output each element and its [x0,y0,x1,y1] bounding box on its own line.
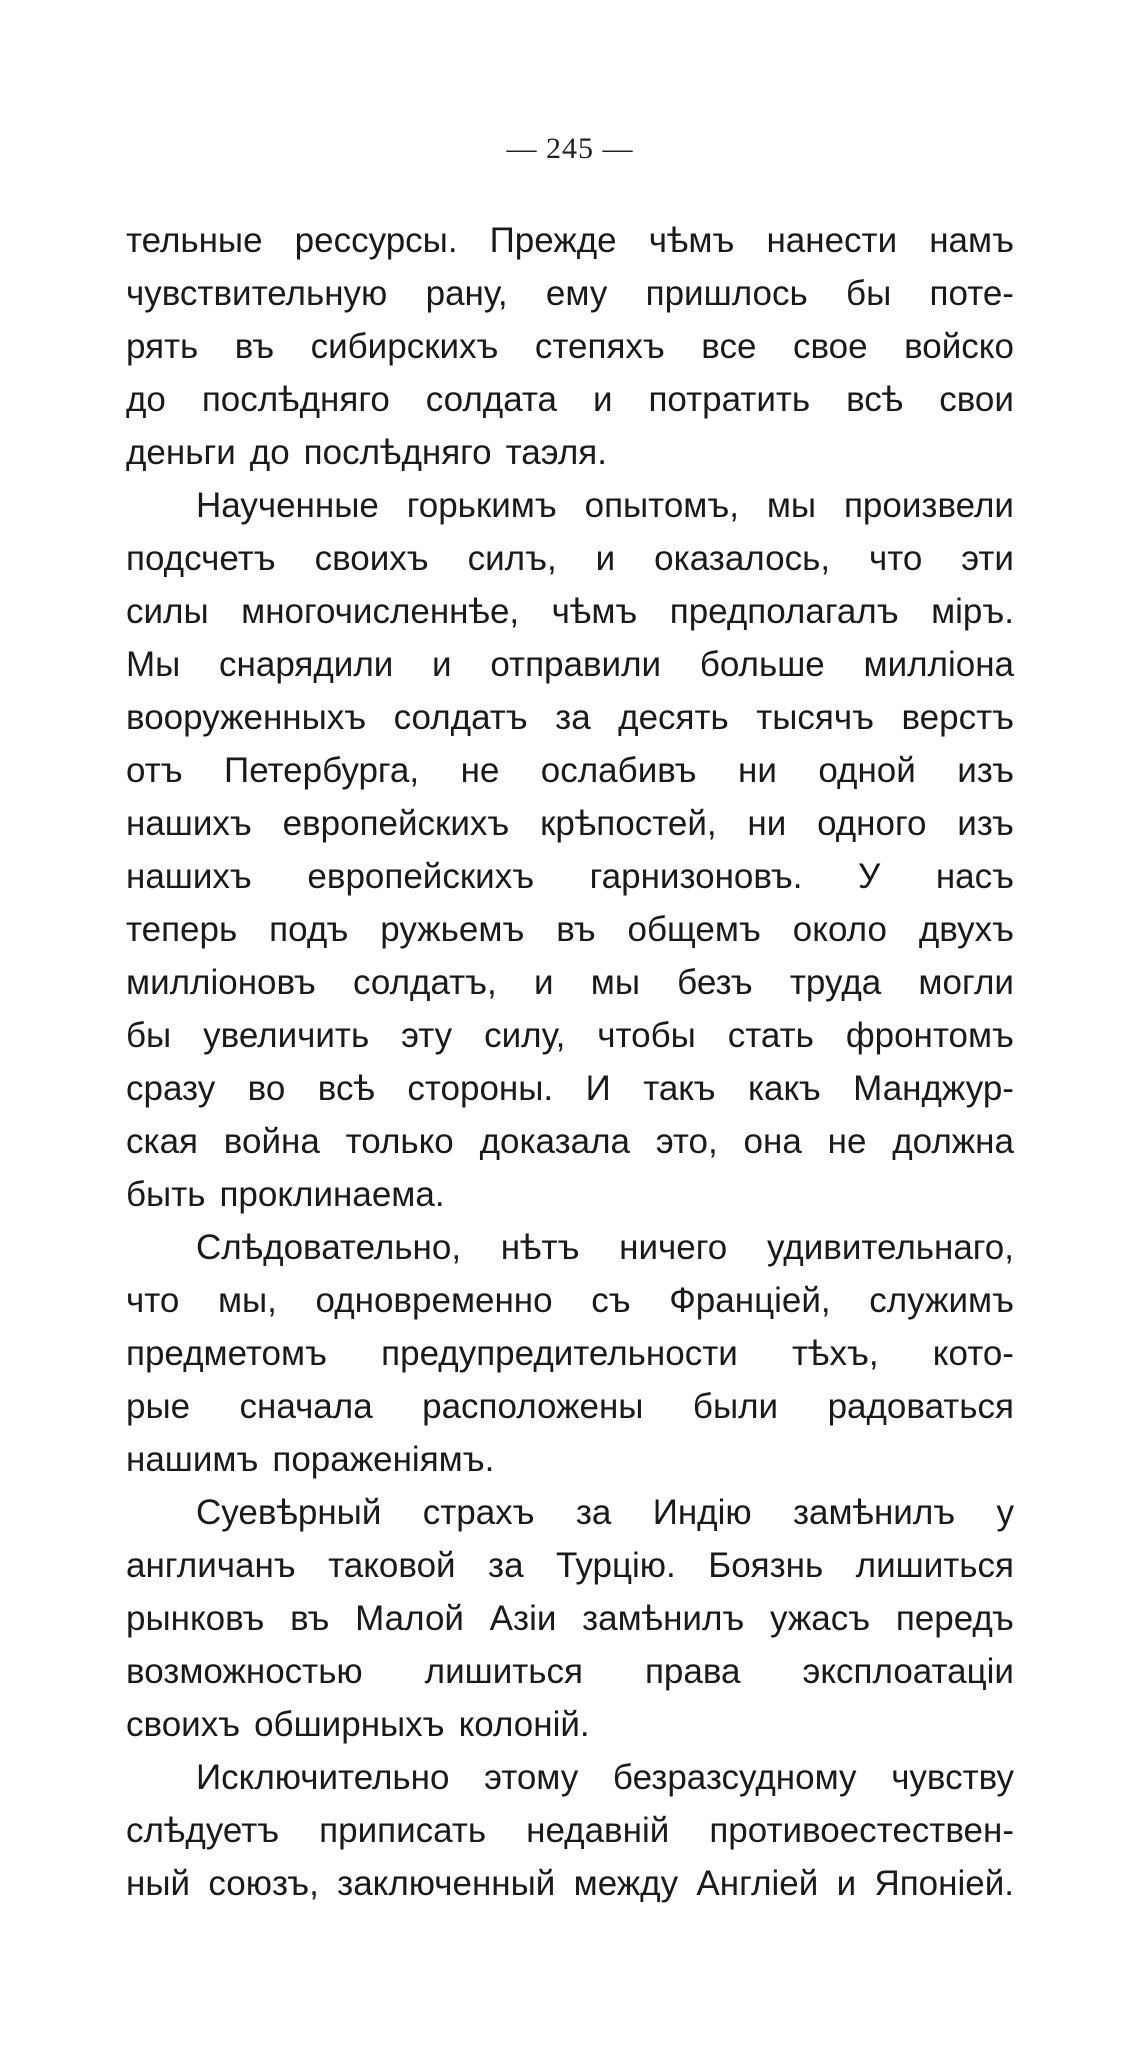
word: поте- [929,274,1014,313]
word: все [701,327,757,366]
word: были [692,1387,779,1426]
paragraph [126,1221,1014,1486]
word: ни [738,751,777,790]
word: рану, [425,274,508,313]
word: Англіей [696,1864,819,1903]
word: безразсудному [612,1758,857,1797]
word: доказала [479,1122,631,1161]
word: слѣдуетъ [126,1811,280,1850]
word: вооруженныхъ [126,698,367,737]
word: солдата [425,380,557,419]
word: снарядили [219,645,394,684]
word: отъ [126,751,183,790]
text-line [126,585,1014,638]
word: не [460,751,500,790]
word: Японіей. [874,1864,1014,1903]
text-line [126,638,1014,691]
word: и [836,1864,857,1903]
word: страхъ [422,1493,535,1532]
word: фронтомъ [845,1016,1014,1055]
word: во [247,1069,286,1108]
word: войско [904,327,1014,366]
word: кото- [932,1334,1014,1373]
word: за [575,1493,612,1532]
word: тысячъ [756,698,874,737]
word: труда [789,963,882,1002]
word: нашихъ [126,804,252,843]
word: стать [727,1016,814,1055]
text-line [126,1221,1014,1274]
word: Слѣдовательно, [196,1228,462,1267]
word: безъ [677,963,753,1002]
word: потратить [648,380,811,419]
text-line [126,532,1014,585]
word: Исключительно [196,1758,450,1797]
word: ный [126,1864,191,1903]
word: замѣнилъ [582,1599,745,1638]
word: быть [126,1175,206,1214]
word: сначала [239,1387,373,1426]
word: Мы [126,645,181,684]
word: ни [747,804,787,843]
word: лишиться [855,1546,1014,1585]
word: милліона [863,645,1014,684]
word: Индію [652,1493,752,1532]
word: бы [126,1016,172,1055]
text-line [126,797,1014,850]
word: у [996,1493,1014,1532]
word: предполагалъ [669,592,899,631]
word: передъ [895,1599,1014,1638]
word: одновременно [315,1281,553,1320]
word: всѣ [846,380,904,419]
word: Малой [355,1599,464,1638]
word: Азіи [489,1599,557,1638]
word: послѣдняго [201,380,390,419]
word: сибирскихъ [310,327,499,366]
word: сразу [126,1069,216,1108]
text-line [126,1857,1014,1910]
word: пришлось [645,274,808,313]
word: многочисленнѣе, [241,592,520,631]
text-line [126,373,1014,426]
word: рынковъ [126,1599,265,1638]
word: въ [556,910,596,949]
word: заключенный [337,1864,556,1903]
word: рессурсы. [294,221,458,260]
paragraph [126,479,1014,1221]
word: колоній. [458,1705,590,1744]
word: въ [234,327,275,366]
word: отправили [490,645,662,684]
word: радоваться [827,1387,1014,1426]
word: нашимъ [126,1440,259,1479]
word: Суевѣрный [196,1493,382,1532]
word: ужасъ [769,1599,871,1638]
word: общемъ [627,910,761,949]
text-line [126,1804,1014,1857]
word: недавній [526,1811,670,1850]
word: съ [591,1281,631,1320]
word: чѣмъ [648,221,735,260]
word: солдатъ [393,698,528,737]
word: служимъ [869,1281,1014,1320]
text-line [126,691,1014,744]
word: десять [618,698,729,737]
word: мы [766,486,817,525]
word: солдатъ, [353,963,497,1002]
word: деньги [126,433,236,472]
word: расположены [422,1387,644,1426]
text-line [126,1751,1014,1804]
word: нашихъ [126,857,252,896]
word: проклинаема. [219,1175,445,1214]
text-line [126,1115,1014,1168]
word: чувству [891,1758,1014,1797]
text-block [126,214,1014,1910]
text-line [126,1433,1014,1486]
word: силу, [484,1016,566,1055]
word: изъ [957,751,1014,790]
word: одной [818,751,916,790]
word: между [573,1864,679,1903]
word: не [827,1122,867,1161]
word: теперь [126,910,238,949]
text-line [126,1062,1014,1115]
word: рять [126,327,199,366]
word: свои [939,380,1014,419]
word: крѣпостей, [540,804,717,843]
word: стороны. [407,1069,554,1108]
word: и [595,539,616,578]
text-line [126,1592,1014,1645]
word: какъ [747,1069,821,1108]
word: ему [545,274,608,313]
word: она [743,1122,802,1161]
word: послѣдняго [303,433,492,472]
word: и [432,645,452,684]
paragraph [126,1751,1014,1910]
word: степяхъ [534,327,665,366]
word: мы, [217,1281,277,1320]
word: верстъ [901,698,1014,737]
word: европейскихъ [282,804,510,843]
word: чувствительную [126,274,388,313]
word: Наученные [196,486,379,525]
word: что [869,539,923,578]
word: таэля. [505,433,607,472]
text-line [126,214,1014,267]
word: милліоновъ [126,963,316,1002]
word: эту [401,1016,453,1055]
word: всѣ [317,1069,375,1108]
text-line [126,956,1014,1009]
word: за [488,1546,524,1585]
word: должна [892,1122,1014,1161]
word: такъ [643,1069,716,1108]
word: таковой [328,1546,456,1585]
word: У [858,857,881,896]
word: гарнизоновъ. [589,857,803,896]
word: произвели [843,486,1014,525]
word: ослабивъ [540,751,697,790]
paragraph [126,1486,1014,1751]
word: эксплоатаціи [802,1652,1014,1691]
word: противоестествен- [709,1811,1014,1850]
text-line [126,744,1014,797]
word: лишиться [424,1652,583,1691]
page-number: — 245 — [506,132,634,165]
word: намъ [929,221,1014,260]
word: чтобы [597,1016,696,1055]
word: европейскихъ [307,857,535,896]
word: пораженіямъ. [272,1440,495,1479]
word: въ [290,1599,330,1638]
word: силъ, [467,539,557,578]
word: предметомъ [126,1334,327,1373]
word: Турцію. [556,1546,676,1585]
word: эти [961,539,1014,578]
word: до [249,433,290,472]
word: тѣхъ, [792,1334,879,1373]
word: англичанъ [126,1546,296,1585]
word: тельные [126,221,263,260]
word: союзъ, [208,1864,319,1903]
text-line [126,479,1014,532]
word: подъ [269,910,349,949]
word: міръ. [931,592,1014,631]
word: этому [484,1758,579,1797]
text-line [126,1168,1014,1221]
word: война [223,1122,320,1161]
word: подсчетъ [126,539,276,578]
word: замѣнилъ [792,1493,956,1532]
word: ружьемъ [380,910,525,949]
word: обширныхъ [254,1705,445,1744]
word: приписать [319,1811,487,1850]
word: увеличить [203,1016,370,1055]
text-line [126,267,1014,320]
word: предупредительности [381,1334,738,1373]
word: мы [590,963,640,1002]
word: Петербурга, [224,751,420,790]
text-line [126,1539,1014,1592]
paragraph [126,214,1014,479]
word: ская [126,1122,198,1161]
text-line [126,426,1014,479]
word: рые [126,1387,191,1426]
word: возможностью [126,1652,363,1691]
word: и [533,963,554,1002]
text-line [126,850,1014,903]
word: И [585,1069,611,1108]
text-line [126,903,1014,956]
word: силы [126,592,209,631]
word: только [345,1122,454,1161]
word: ничего [619,1228,728,1267]
word: изъ [957,804,1014,843]
word: до [126,380,166,419]
word: права [644,1652,741,1691]
text-line [126,1327,1014,1380]
word: удивительнаго, [766,1228,1014,1267]
word: опытомъ, [584,486,739,525]
word: что [126,1281,180,1320]
word: насъ [935,857,1014,896]
text-line [126,1274,1014,1327]
word: могли [918,963,1014,1002]
word: своихъ [314,539,429,578]
text-line [126,1698,1014,1751]
word: это, [655,1122,718,1161]
word: бы [846,274,892,313]
word: Франціей, [669,1281,831,1320]
word: двухъ [918,910,1014,949]
word: Прежде [489,221,617,260]
word: нанести [766,221,898,260]
word: около [792,910,887,949]
word: горькимъ [406,486,557,525]
word: одного [817,804,927,843]
word: и [592,380,613,419]
text-line [126,1645,1014,1698]
word: свое [792,327,868,366]
word: чѣмъ [551,592,638,631]
word: больше [699,645,825,684]
text-line [126,1486,1014,1539]
word: своихъ [126,1705,241,1744]
word: Манджур- [853,1069,1014,1108]
text-line [126,320,1014,373]
word: Боязнь [708,1546,824,1585]
word: оказалось, [654,539,831,578]
text-line [126,1380,1014,1433]
word: нѣтъ [500,1228,580,1267]
word: за [555,698,591,737]
text-line [126,1009,1014,1062]
